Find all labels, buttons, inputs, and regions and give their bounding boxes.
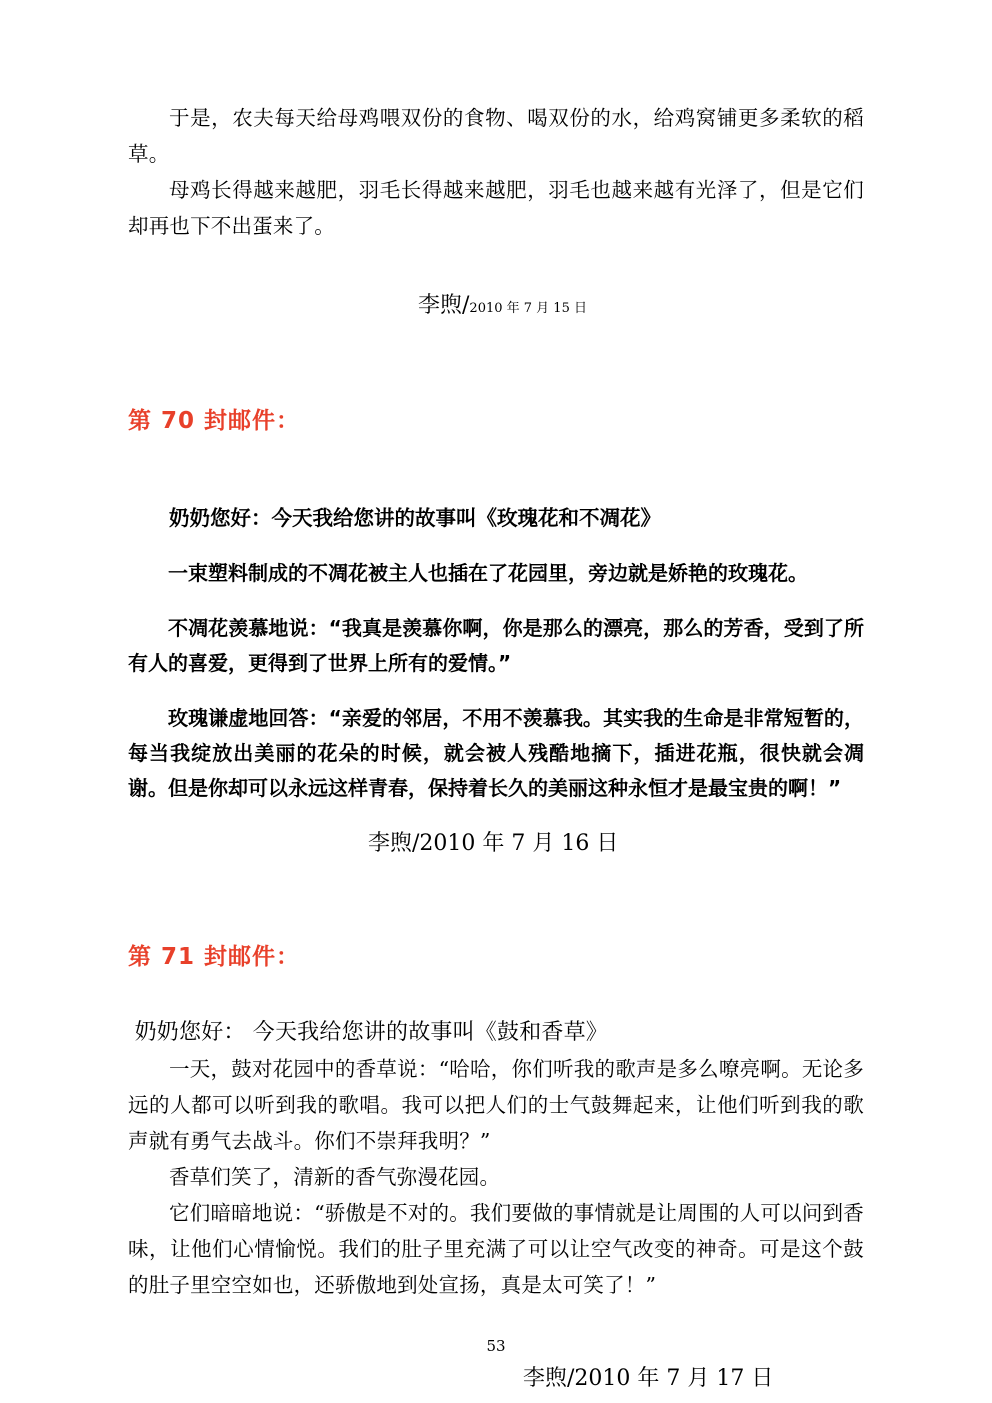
mail-70-paragraph: 玫瑰谦虚地回答：“亲爱的邻居，不用不羡慕我。其实我的生命是非常短暂的，每当我绽放出美丽的花朵的时候，就会被人残酷地摘下，插进花瓶，很快就会凋谢。但是你却可以永远这样青春，保持着长久的美丽这种永恒才是最宝贵的啊！” <box>128 706 864 800</box>
mail-71-paragraph: 香草们笑了，清新的香气弥漫花园。 <box>169 1165 501 1189</box>
paragraph: 于是，农夫每天给母鸡喂双份的食物、喝双份的水，给鸡窝铺更多柔软的稻草。 <box>128 106 864 166</box>
spacer <box>128 435 864 479</box>
mail-71-heading: 第 71 封邮件： <box>128 944 301 970</box>
mail-71-paragraph: 它们暗暗地说：“骄傲是不对的。我们要做的事情就是让周围的人可以问到香味，让他们心情愉悦。我们的肚子里充满了可以让空气改变的神奇。可是这个鼓的肚子里空空如也，还骄傲地到处宣扬，真是太可笑了！” <box>128 1201 864 1297</box>
mail-71-signature: 李煦/2010 年 7 月 17 日 <box>523 1366 774 1391</box>
spacer <box>128 244 864 288</box>
mail-71-paragraph: 一天，鼓对花园中的香草说：“哈哈，你们听我的歌声是多么嘹亮啊。无论多远的人都可以听到我的歌唱。我可以把人们的士气鼓舞起来，让他们听到我的歌声就有勇气去战斗。你们不崇拜我明？” <box>128 1057 864 1153</box>
spacer <box>128 326 864 402</box>
mail-70-paragraph: 不凋花羡慕地说：“我真是羡慕你啊，你是那么的漂亮，那么的芳香，受到了所有人的喜爱，更得到了世界上所有的爱情。” <box>128 616 864 675</box>
mail-70-greeting: 奶奶您好：今天我给您讲的故事叫《玫瑰花和不凋花》 <box>169 505 661 530</box>
mail-71-greeting: 奶奶您好： 今天我给您讲的故事叫《鼓和香草》 <box>134 1020 608 1045</box>
mail-70-signature: 李煦/2010 年 7 月 16 日 <box>368 831 619 856</box>
mail-70-heading: 第 70 封邮件： <box>128 408 301 434</box>
spacer <box>128 862 864 938</box>
spacer <box>128 971 864 1015</box>
signature-line <box>128 288 864 326</box>
mail-70-paragraph: 一束塑料制成的不凋花被主人也插在了花园里，旁边就是娇艳的玫瑰花。 <box>168 561 808 585</box>
signature-date: 2010 年 7 月 15 日 <box>469 301 587 316</box>
page-number: 53 <box>486 1337 506 1355</box>
paragraph: 母鸡长得越来越肥，羽毛长得越来越肥，羽毛也越来越有光泽了，但是它们却再也下不出蛋来了。 <box>128 178 864 238</box>
signature-author: 李煦/ <box>418 293 470 318</box>
